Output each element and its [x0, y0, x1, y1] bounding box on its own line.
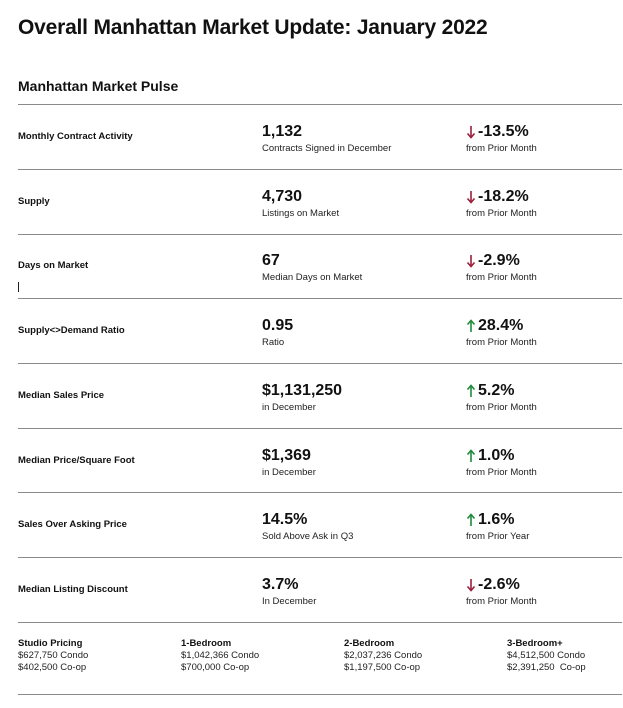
metric-value-caption: Median Days on Market — [262, 272, 363, 283]
metric-change-value: -2.6% — [478, 576, 520, 593]
pricing-heading: 2-Bedroom — [344, 638, 395, 649]
metric-row-days-on-market — [0, 234, 623, 298]
pricing-3-bedroom-plus — [507, 638, 623, 674]
metric-label: Days on Market — [18, 260, 89, 271]
metric-change-value: -18.2% — [478, 188, 529, 205]
metric-change-caption: from Prior Month — [466, 337, 537, 348]
metric-change-caption: from Prior Month — [466, 272, 537, 283]
arrow-down-icon — [466, 253, 476, 269]
metric-change — [466, 511, 514, 529]
pricing-coop: $700,000 Co-op — [181, 662, 250, 673]
metric-change — [466, 576, 520, 594]
metric-change — [466, 252, 520, 270]
metric-change-caption: from Prior Month — [466, 402, 537, 413]
metric-value: 1,132 — [262, 123, 303, 140]
metric-change-value: 1.0% — [478, 447, 515, 464]
metric-value-caption: in December — [262, 402, 316, 413]
metric-change-value: -13.5% — [478, 123, 529, 140]
divider — [18, 694, 622, 695]
metric-change-caption: from Prior Year — [466, 531, 530, 542]
arrow-down-icon — [466, 124, 476, 140]
metric-change-caption: from Prior Month — [466, 467, 537, 478]
text-cursor — [18, 282, 19, 292]
metric-row-median-sales-price — [0, 364, 623, 428]
metric-change-caption: from Prior Month — [466, 208, 537, 219]
metric-change-value: 28.4% — [478, 317, 524, 334]
metric-label: Median Sales Price — [18, 390, 105, 401]
pricing-2-bedroom — [344, 638, 494, 674]
pricing-condo: $4,512,500 Condo — [507, 650, 586, 661]
metric-row-supply-demand-ratio — [0, 299, 623, 363]
pricing-1-bedroom — [181, 638, 331, 674]
metric-label: Median Price/Square Foot — [18, 455, 135, 466]
pricing-heading: Studio Pricing — [18, 638, 83, 649]
metric-change — [466, 447, 514, 465]
metric-value-caption: Contracts Signed in December — [262, 143, 392, 154]
metric-value: 0.95 — [262, 317, 294, 334]
pricing-coop: $2,391,250 Co-op — [507, 662, 586, 673]
metric-value: 67 — [262, 252, 280, 269]
metric-change — [466, 123, 529, 141]
metric-change-value: 5.2% — [478, 382, 515, 399]
metric-value: 3.7% — [262, 576, 299, 593]
metric-change-caption: from Prior Month — [466, 596, 537, 607]
section-title: Manhattan Market Pulse — [18, 78, 179, 94]
metric-label: Monthly Contract Activity — [18, 131, 133, 142]
metric-value-caption: Sold Above Ask in Q3 — [262, 531, 354, 542]
metric-value: $1,131,250 — [262, 382, 343, 399]
metric-change-value: 1.6% — [478, 511, 515, 528]
metric-value: $1,369 — [262, 447, 311, 464]
metric-label: Median Listing Discount — [18, 584, 128, 595]
metric-label: Sales Over Asking Price — [18, 519, 127, 530]
metric-row-sales-over-asking — [0, 493, 623, 557]
arrow-down-icon — [466, 577, 476, 593]
pricing-coop: $402,500 Co-op — [18, 662, 87, 673]
pricing-studio — [18, 638, 168, 674]
arrow-up-icon — [466, 318, 476, 334]
arrow-up-icon — [466, 512, 476, 528]
metric-row-supply — [0, 170, 623, 234]
arrow-down-icon — [466, 189, 476, 205]
divider — [18, 622, 622, 623]
metric-change — [466, 188, 529, 206]
pricing-coop: $1,197,500 Co-op — [344, 662, 421, 673]
pricing-condo: $1,042,366 Condo — [181, 650, 260, 661]
metric-row-contract-activity — [0, 105, 623, 169]
metric-change-value: -2.9% — [478, 252, 520, 269]
metric-value-caption: Ratio — [262, 337, 285, 348]
metric-change — [466, 317, 523, 335]
metric-value-caption: In December — [262, 596, 317, 607]
metric-value: 14.5% — [262, 511, 308, 528]
metric-value-caption: in December — [262, 467, 316, 478]
page-title: Overall Manhattan Market Update: January 2022 — [18, 16, 488, 39]
pricing-heading: 3-Bedroom+ — [507, 638, 563, 649]
arrow-up-icon — [466, 383, 476, 399]
metric-change-caption: from Prior Month — [466, 143, 537, 154]
metric-value: 4,730 — [262, 188, 303, 205]
metric-row-median-listing-discount — [0, 558, 623, 622]
pricing-condo: $627,750 Condo — [18, 650, 89, 661]
metric-label: Supply — [18, 196, 50, 207]
pricing-condo: $2,037,236 Condo — [344, 650, 423, 661]
metric-row-median-price-per-sqft — [0, 429, 623, 493]
metric-change — [466, 382, 514, 400]
arrow-up-icon — [466, 448, 476, 464]
pricing-heading: 1-Bedroom — [181, 638, 232, 649]
metric-value-caption: Listings on Market — [262, 208, 340, 219]
metric-label: Supply<>Demand Ratio — [18, 325, 125, 336]
